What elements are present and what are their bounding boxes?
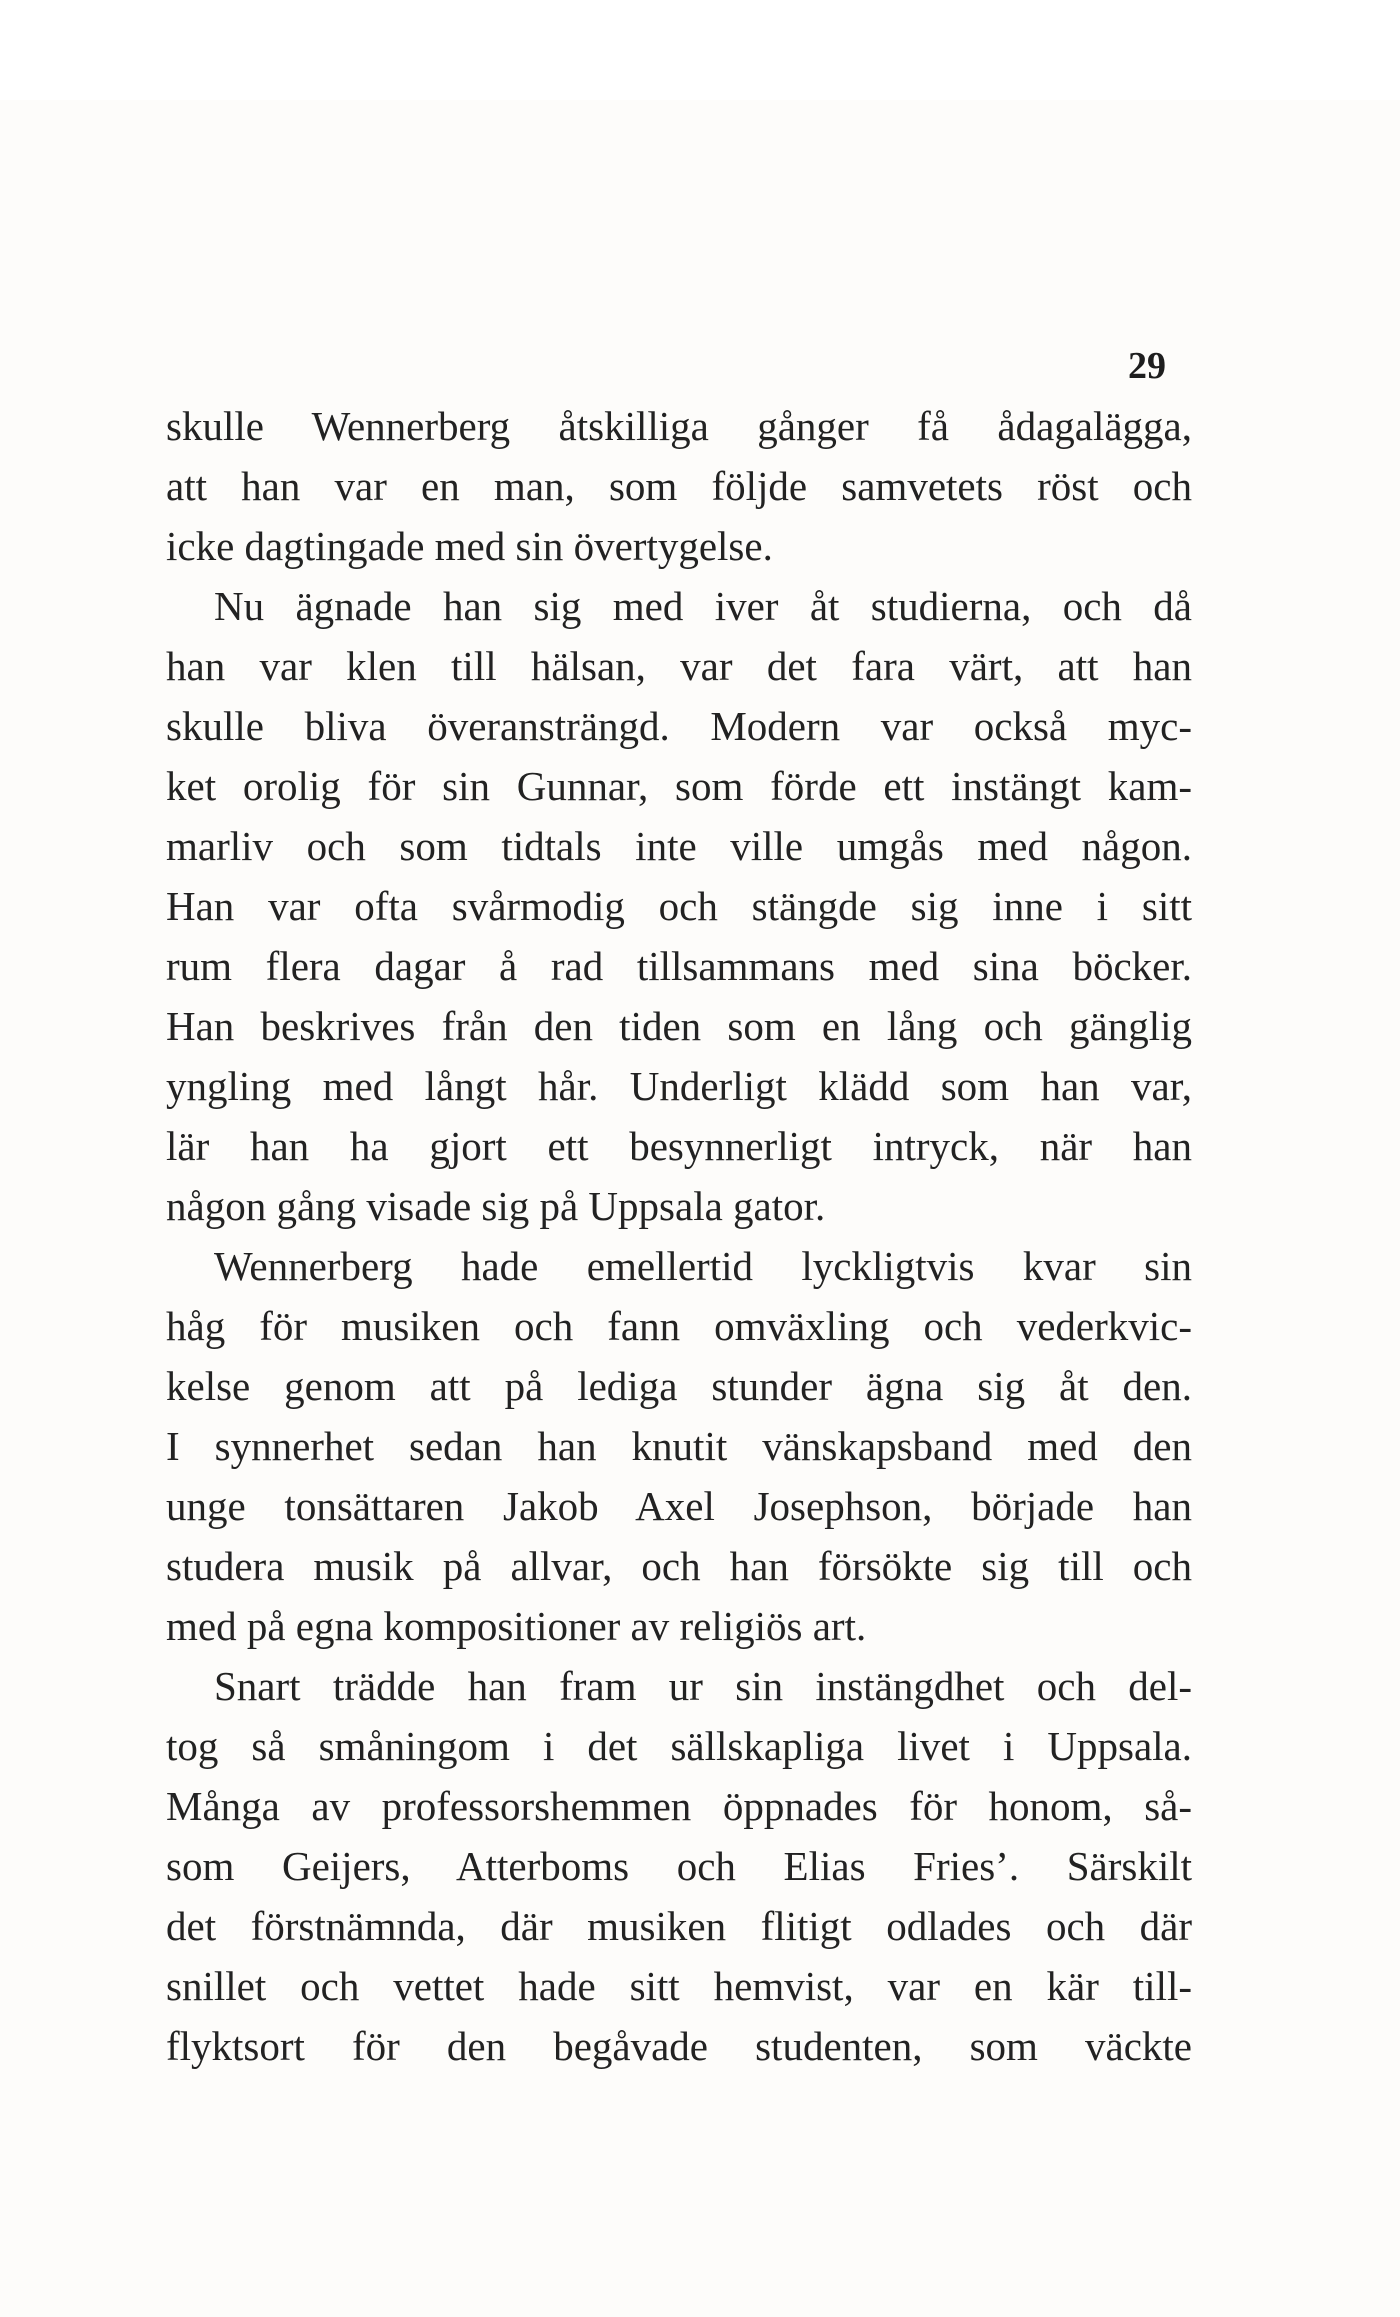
body-text: [166, 396, 1192, 2076]
text-line: Snart trädde han fram ur sin instängdhet och del-: [214, 1663, 1192, 1709]
text-line: Han var ofta svårmodig och stängde sig inne i sitt: [166, 883, 1192, 929]
text-line: kelse genom att på lediga stunder ägna sig åt den.: [166, 1363, 1192, 1409]
text-line: ket orolig för sin Gunnar, som förde ett instängt kam-: [166, 763, 1192, 809]
text-line: det förstnämnda, där musiken flitigt odlades och där: [166, 1903, 1192, 1949]
text-line: någon gång visade sig på Uppsala gator.: [166, 1183, 826, 1229]
text-line: studera musik på allvar, och han försökte sig till och: [166, 1543, 1192, 1589]
text-line: flyktsort för den begåvade studenten, som väckte: [166, 2023, 1192, 2069]
text-line: I synnerhet sedan han knutit vänskapsband med den: [166, 1423, 1192, 1469]
text-line: han var klen till hälsan, var det fara värt, att han: [166, 643, 1192, 689]
text-line: marliv och som tidtals inte ville umgås med någon.: [166, 823, 1192, 869]
text-line: Många av professorshemmen öppnades för honom, så-: [166, 1783, 1192, 1829]
text-line: håg för musiken och fann omväxling och vederkvic-: [166, 1303, 1192, 1349]
book-page: [0, 100, 1400, 2317]
text-line: skulle bliva överansträngd. Modern var också myc-: [166, 703, 1192, 749]
text-line: snillet och vettet hade sitt hemvist, var en kär till-: [166, 1963, 1192, 2009]
text-line: Han beskrives från den tiden som en lång och gänglig: [166, 1003, 1192, 1049]
text-line: att han var en man, som följde samvetets röst och: [166, 463, 1192, 509]
text-line: tog så småningom i det sällskapliga livet i Uppsala.: [166, 1723, 1192, 1769]
page-number: 29: [1128, 345, 1166, 387]
text-line: med på egna kompositioner av religiös art.: [166, 1603, 867, 1649]
text-line: skulle Wennerberg åtskilliga gånger få ådagalägga,: [166, 403, 1192, 449]
text-line: som Geijers, Atterboms och Elias Fries’. Särskilt: [166, 1843, 1192, 1889]
text-line: icke dagtingade med sin övertygelse.: [166, 523, 773, 569]
text-line: unge tonsättaren Jakob Axel Josephson, började han: [166, 1483, 1192, 1529]
text-line: Nu ägnade han sig med iver åt studierna, och då: [214, 583, 1192, 629]
text-line: Wennerberg hade emellertid lyckligtvis kvar sin: [214, 1243, 1192, 1289]
text-line: yngling med långt hår. Underligt klädd som han var,: [166, 1063, 1192, 1109]
text-line: rum flera dagar å rad tillsammans med sina böcker.: [166, 943, 1192, 989]
text-line: lär han ha gjort ett besynnerligt intryck, när han: [166, 1123, 1192, 1169]
